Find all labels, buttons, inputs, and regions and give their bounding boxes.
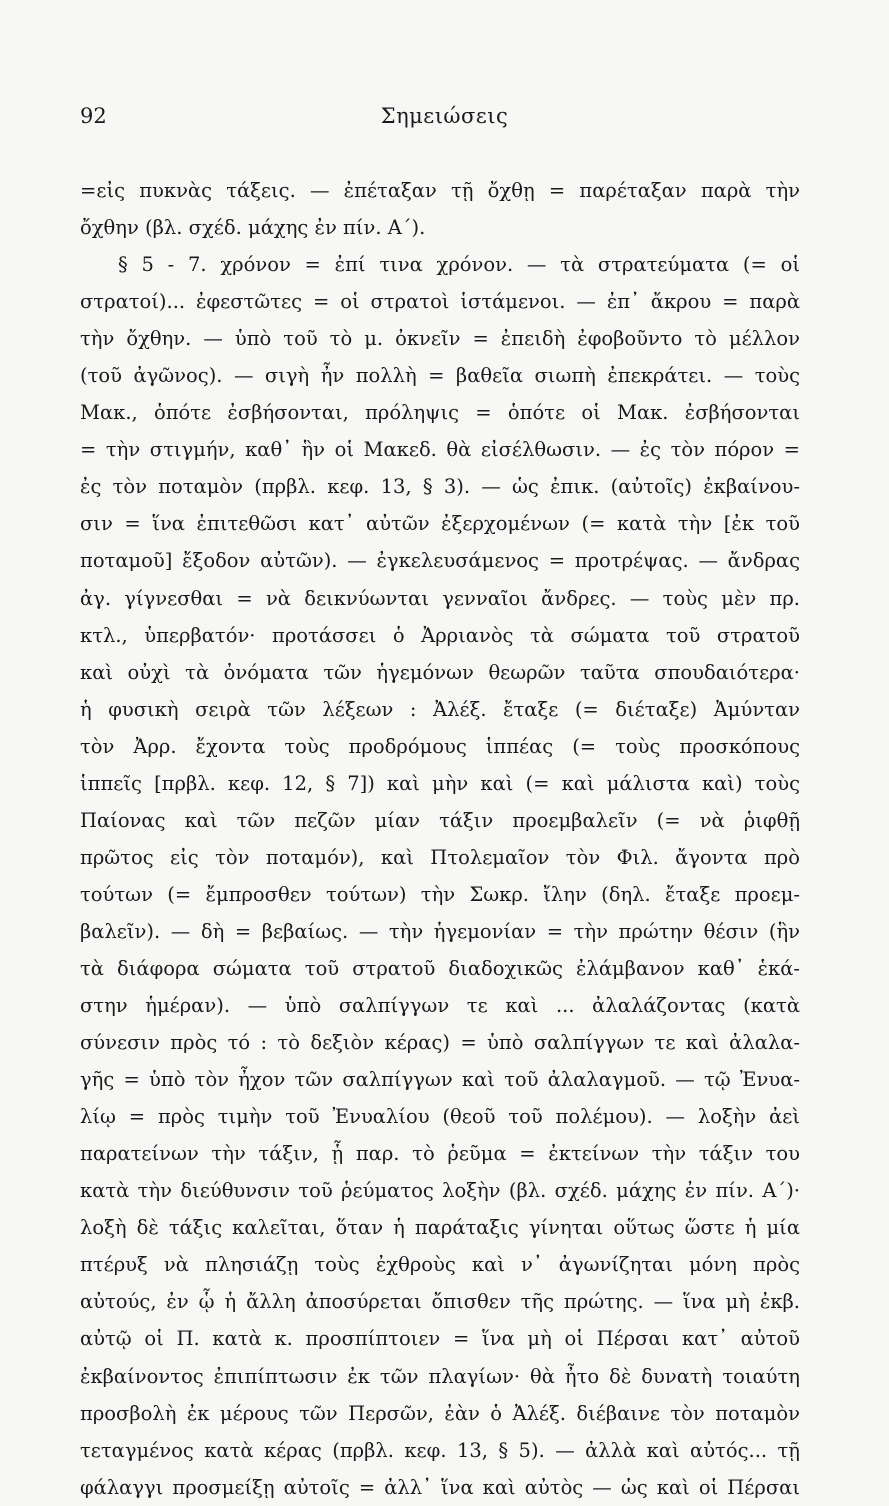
text-line: ἀγ. γίγνεσθαι = νὰ δεικνύωνται γενναῖοι ἄνδρες. — τοὺς μὲν πρ. — [80, 586, 800, 610]
text-line: λοξὴ δὲ τάξις καλεῖται, ὅταν ἡ παράταξις γίνηται οὕτως ὥστε ἡ μία — [80, 1216, 800, 1240]
text-line: προσβολὴ ἐκ μέρους τῶν Περσῶν, ἐὰν ὁ Ἀλέξ. διέβαινε τὸν ποταμὸν — [80, 1401, 800, 1425]
text-line: τούτων (= ἔμπροσθεν τούτων) τὴν Σωκρ. ἴλην (δηλ. ἔταξε προεμ- — [80, 882, 800, 906]
text-line: τὸν Ἀρρ. ἔχοντα τοὺς προδρόμους ἱππέας (= τοὺς προσκόπους — [80, 734, 800, 758]
text-line: ἡ φυσικὴ σειρὰ τῶν λέξεων : Ἀλέξ. ἔταξε (= διέταξε) Ἀμύνταν — [80, 697, 800, 721]
text-line: πρῶτος εἰς τὸν ποταμόν), καὶ Πτολεμαῖον τὸν Φιλ. ἄγοντα πρὸ — [80, 845, 800, 869]
text-line: λίῳ = πρὸς τιμὴν τοῦ Ἐνυαλίου (θεοῦ τοῦ πολέμου). — λοξὴν ἀεὶ — [80, 1105, 800, 1129]
text-line: σύνεσιν πρὸς τό : τὸ δεξιὸν κέρας) = ὑπὸ σαλπίγγων τε καὶ ἀλαλα- — [80, 1031, 800, 1055]
text-line: Παίονας καὶ τῶν πεζῶν μίαν τάξιν προεμβαλεῖν (= νὰ ῥιφθῇ — [80, 808, 800, 832]
text-line: = τὴν στιγμήν, καθ᾽ ἣν οἱ Μακεδ. θὰ εἰσέλθωσιν. — ἐς τὸν πόρον = — [80, 438, 800, 462]
text-line: βαλεῖν). — δὴ = βεβαίως. — τὴν ἡγεμονίαν = τὴν πρώτην θέσιν (ἣν — [80, 919, 800, 943]
text-line: ἐκβαίνοντος ἐπιπίπτωσιν ἐκ τῶν πλαγίων· θὰ ἦτο δὲ δυνατὴ τοιαύτη — [80, 1364, 800, 1388]
text-line: τεταγμένος κατὰ κέρας (πρβλ. κεφ. 13, § 5). — ἀλλὰ καὶ αὐτός... τῇ — [80, 1438, 800, 1462]
running-title: Σημειώσεις — [380, 104, 509, 128]
text-line: κτλ., ὑπερβατόν· προτάσσει ὁ Ἀρριανὸς τὰ σώματα τοῦ στρατοῦ — [80, 623, 800, 647]
text-line: τὰ διάφορα σώματα τοῦ στρατοῦ διαδοχικῶς ἐλάμβανον καθ᾽ ἑκά- — [80, 956, 800, 980]
text-line: αὐτούς, ἐν ᾧ ἡ ἄλλη ἀποσύρεται ὄπισθεν τῆς πρώτης. — ἵνα μὴ ἐκβ. — [80, 1290, 800, 1314]
text-line: ἱππεῖς [πρβλ. κεφ. 12, § 7]) καὶ μὴν καὶ (= καὶ μάλιστα καὶ) τοὺς — [80, 771, 800, 795]
body-text — [80, 172, 800, 1506]
text-line: στρατοί)... ἐφεστῶτες = οἱ στρατοὶ ἱστάμενοι. — ἐπ᾽ ἄκρου = παρὰ — [80, 290, 800, 314]
text-line: τὴν ὄχθην. — ὑπὸ τοῦ τὸ μ. ὀκνεῖν = ἐπειδὴ ἐφοβοῦντο τὸ μέλλον — [80, 327, 800, 351]
text-line: ἐς τὸν ποταμὸν (πρβλ. κεφ. 13, § 3). — ὡς ἐπικ. (αὐτοῖς) ἐκβαίνου- — [80, 475, 800, 499]
text-line: καὶ οὐχὶ τὰ ὀνόματα τῶν ἡγεμόνων θεωρῶν ταῦτα σπουδαιότερα· — [80, 660, 800, 684]
text-line: ὄχθην (βλ. σχέδ. μάχης ἐν πίν. Α΄). — [80, 216, 426, 240]
text-line: στην ἡμέραν). — ὑπὸ σαλπίγγων τε καὶ ... ἀλαλάζοντας (κατὰ — [80, 994, 800, 1018]
text-line: γῆς = ὑπὸ τὸν ἦχον τῶν σαλπίγγων καὶ τοῦ ἀλαλαγμοῦ. — τῷ Ἐνυα- — [80, 1068, 800, 1092]
text-line: § 5 - 7. χρόνον = ἐπί τινα χρόνον. — τὰ στρατεύματα (= οἱ — [118, 253, 800, 277]
text-line: παρατείνων τὴν τάξιν, ᾗ παρ. τὸ ῥεῦμα = ἐκτείνων τὴν τάξιν του — [80, 1142, 800, 1166]
text-line: Μακ., ὁπότε ἐσβήσονται, πρόληψις = ὁπότε οἱ Μακ. ἐσβήσονται — [80, 401, 800, 425]
text-line: =εἰς πυκνὰς τάξεις. — ἐπέταξαν τῇ ὄχθῃ = παρέταξαν παρὰ τὴν — [80, 179, 800, 202]
text-line: σιν = ἵνα ἐπιτεθῶσι κατ᾽ αὐτῶν ἐξερχομένων (= κατὰ τὴν [ἐκ τοῦ — [80, 512, 800, 536]
text-line: ποταμοῦ] ἔξοδον αὐτῶν). — ἐγκελευσάμενος = προτρέψας. — ἄνδρας — [80, 549, 800, 573]
text-line: πτέρυξ νὰ πλησιάζῃ τοὺς ἐχθροὺς καὶ ν᾽ ἀγωνίζηται μόνη πρὸς — [80, 1253, 800, 1277]
text-line: (τοῦ ἀγῶνος). — σιγὴ ἦν πολλὴ = βαθεῖα σιωπὴ ἐπεκράτει. — τοὺς — [80, 364, 800, 388]
page-header — [80, 104, 809, 138]
text-line: αὐτῷ οἱ Π. κατὰ κ. προσπίπτοιεν = ἵνα μὴ οἱ Πέρσαι κατ᾽ αὐτοῦ — [80, 1327, 800, 1351]
text-line: φάλαγγι προσμείξῃ αὐτοῖς = ἀλλ᾽ ἵνα καὶ αὐτὸς — ὡς καὶ οἱ Πέρσαι — [80, 1475, 800, 1499]
text-line: κατὰ τὴν διεύθυνσιν τοῦ ῥεύματος λοξὴν (βλ. σχέδ. μάχης ἐν πίν. Α΄)· — [80, 1179, 800, 1203]
page-number: 92 — [80, 104, 107, 128]
